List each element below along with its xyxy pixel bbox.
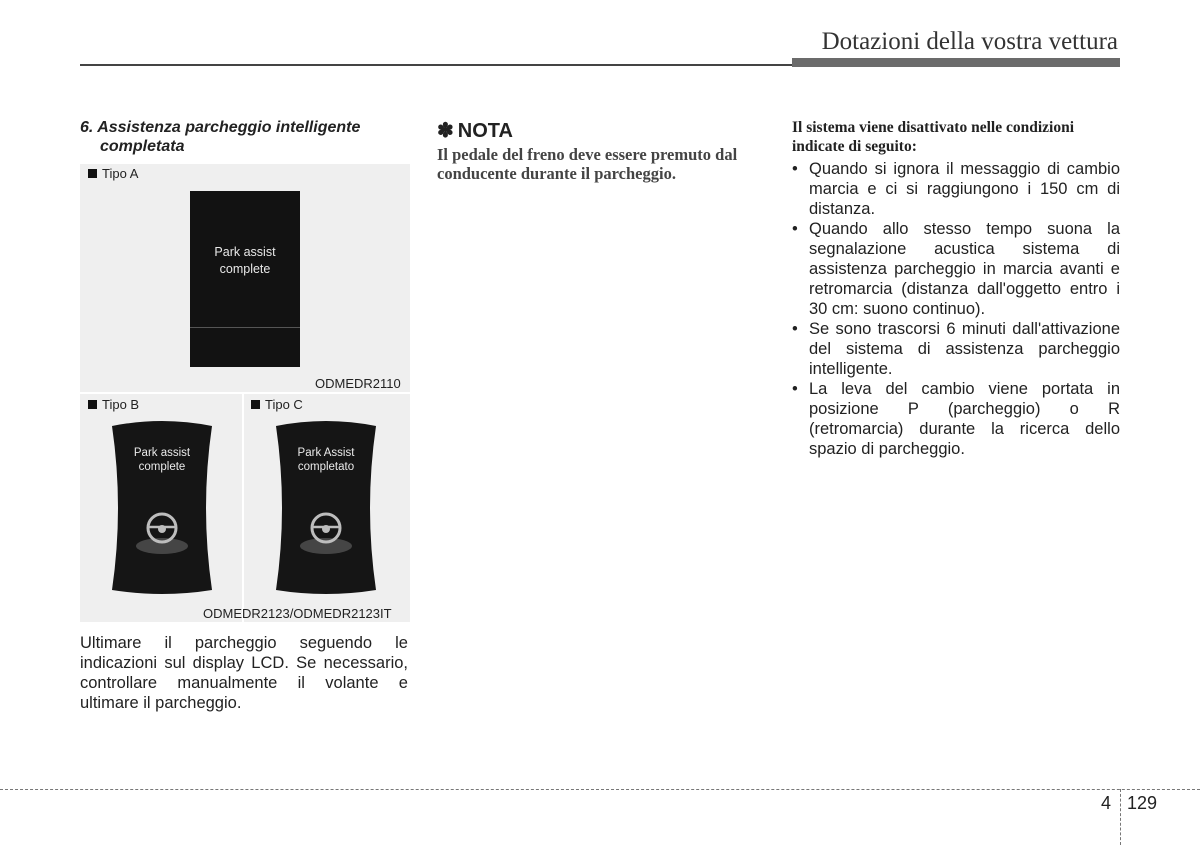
header-rule	[80, 64, 792, 66]
list-item-text: Se sono trascorsi 6 minuti dall'attivazione del sistema di assistenza parcheggio intelligente.	[809, 320, 1120, 378]
conditions-title: Il sistema viene disattivato nelle condizioni indicate di seguito:	[792, 119, 1075, 155]
lcd-divider	[190, 327, 300, 328]
figure-divider	[242, 394, 244, 622]
lcd-message-a-line2: complete	[219, 262, 271, 276]
figure-bc-code: ODMEDR2123/ODMEDR2123IT	[203, 606, 392, 621]
footer-page-divider	[1120, 789, 1121, 845]
figure-a-code: ODMEDR2110	[315, 376, 401, 391]
cluster-message-c-line1: Park Assist	[297, 447, 355, 459]
list-item-text: Quando allo stesso tempo suona la segnalazione acustica sistema di assistenza parcheggio in marcia avanti e retromarcia (distanza dall'oggetto entro i 30 cm: suono continuo).	[809, 220, 1120, 318]
bullet-icon: •	[792, 220, 798, 238]
list-item	[792, 379, 1120, 459]
figure-a-label-text: Tipo A	[102, 166, 139, 181]
conditions-list	[792, 159, 1120, 459]
bullet-icon: •	[792, 380, 798, 398]
cluster-message-b-line1: Park assist	[133, 447, 191, 459]
nota-text: Il pedale del freno deve essere premuto dal conducente durante il parcheggio.	[437, 145, 738, 183]
nota-heading	[437, 118, 513, 143]
list-item	[792, 319, 1120, 379]
list-item	[792, 159, 1120, 219]
header-accent-bar	[792, 58, 1120, 67]
cluster-message-b-line2: complete	[138, 461, 186, 473]
list-item-text: La leva del cambio viene portata in posizione P (parcheggio) o R (retromarcia) durante la ricerca dello spazio di parcheggio.	[809, 380, 1120, 458]
lcd-message-a-line1: Park assist	[214, 245, 276, 259]
bullet-icon: •	[792, 320, 798, 338]
chapter-number: 4	[1101, 793, 1112, 813]
bullet-icon: •	[792, 160, 798, 178]
figure-c-label-text: Tipo C	[265, 397, 303, 412]
figure-a-label	[88, 166, 138, 181]
asterisk-icon: ✽	[437, 120, 454, 142]
body-paragraph: Ultimare il parcheggio seguendo le indicazioni sul display LCD. Se necessario, controllare manualmente il volante e ultimare il parcheggio.	[80, 634, 408, 712]
cluster-message-b	[108, 446, 216, 474]
section-title-line2: completata	[100, 138, 185, 155]
footer-rule	[0, 789, 1200, 790]
list-item	[792, 219, 1120, 319]
section-title-line1: 6. Assistenza parcheggio intelligente	[80, 119, 361, 136]
cluster-message-c	[272, 446, 380, 474]
lcd-display-type-a	[190, 191, 300, 367]
square-bullet-icon	[88, 400, 97, 409]
figure-b-label-text: Tipo B	[102, 397, 140, 412]
page-header-title: Dotazioni della vostra vettura	[821, 28, 1118, 55]
cluster-display-type-c	[272, 418, 380, 596]
nota-title: NOTA	[457, 120, 513, 142]
square-bullet-icon	[251, 400, 260, 409]
section-title	[80, 118, 410, 156]
page-number: 129	[1127, 793, 1158, 813]
square-bullet-icon	[88, 169, 97, 178]
list-item-text: Quando si ignora il messaggio di cambio marcia e ci si raggiungono i 150 cm di distanza.	[809, 160, 1120, 218]
cluster-message-c-line2: completato	[297, 461, 355, 473]
figure-b-label	[88, 397, 139, 412]
lcd-message-a	[190, 244, 300, 278]
cluster-display-type-b	[108, 418, 216, 596]
figure-c-label	[251, 397, 303, 412]
